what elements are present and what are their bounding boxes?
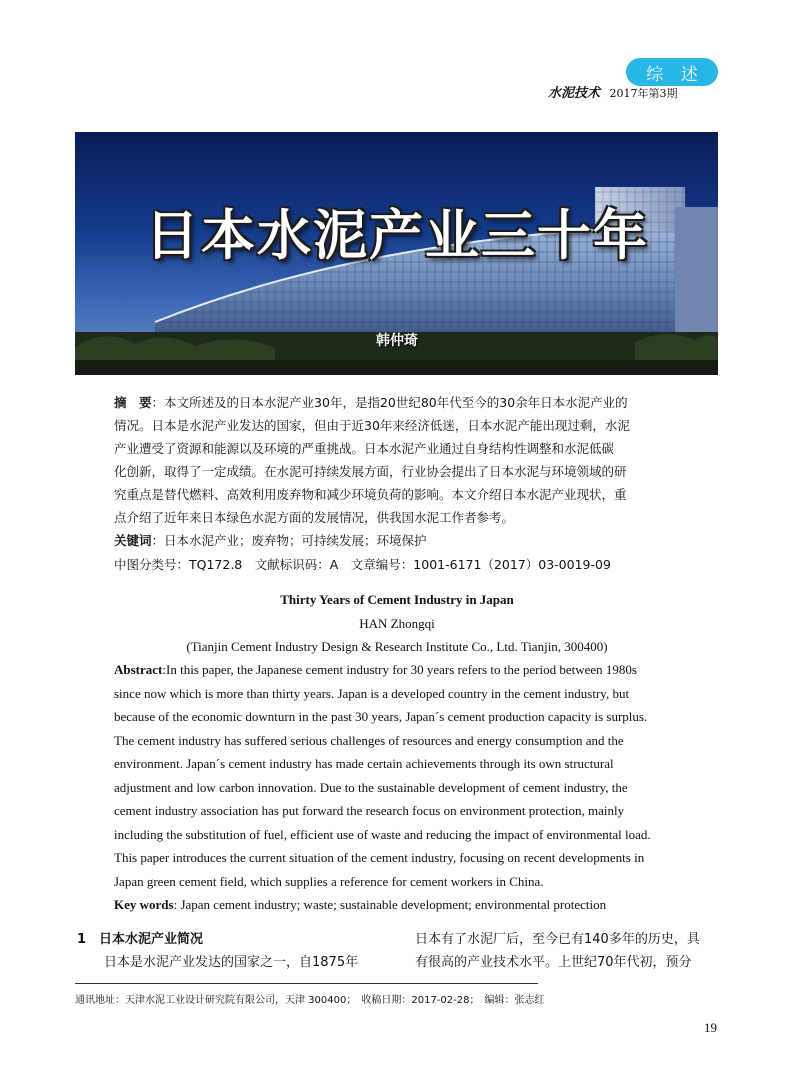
- keywords-cn: 关键词：日本水泥产业；废弃物；可持续发展；环境保护: [114, 533, 427, 548]
- journal-issue-line: [548, 82, 678, 101]
- footer-divider: [75, 983, 538, 984]
- abstract-en-line: Abstract:In this paper, the Japanese cement industry for 30 years refers to the period between 1980s: [114, 662, 637, 677]
- abstract-en-line: including the substitution of fuel, efficient use of waste and reducing the impact of environmental load.: [114, 827, 651, 842]
- section-heading: 1 日本水泥产业简况: [77, 932, 204, 947]
- abstract-cn-line: 究重点是替代燃料、高效利用废弃物和减少环境负荷的影响。本文介绍日本水泥产业现状，重: [114, 487, 627, 502]
- abstract-en-line: since now which is more than thirty years. Japan is a developed country in the cement industry, but: [114, 686, 630, 701]
- author-name: 韩仲琦: [376, 333, 418, 349]
- journal-issue: 2017年第3期: [609, 87, 678, 100]
- abstract-en-line: The cement industry has suffered serious challenges of resources and energy consumption and the: [114, 733, 624, 748]
- english-affiliation: (Tianjin Cement Industry Design & Research Institute Co., Ltd. Tianjin, 300400): [186, 639, 608, 654]
- journal-name: 水泥技术: [548, 86, 601, 101]
- abstract-en-line: because of the economic downturn in the past 30 years, Japan´s cement production capacity is surplus.: [114, 709, 648, 724]
- abstract-cn-line: 摘 要：本文所述及的日本水泥产业30年，是指20世纪80年代至今的30余年日本水泥产业的: [114, 395, 628, 410]
- abstract-en-line: cement industry association has put forward the research focus on environment protection, mainly: [114, 803, 625, 818]
- abstract-en-line: environment. Japan´s cement industry has made certain achievements through its own structural: [114, 756, 614, 771]
- article-title: 日本水泥产业三十年: [145, 204, 649, 267]
- page-number: 19: [704, 1020, 717, 1035]
- section-badge: 综 述: [626, 58, 718, 86]
- abstract-en-line: Japan green cement field, which supplies a reference for cement workers in China.: [114, 874, 544, 889]
- abstract-cn-label: 摘 要: [114, 395, 152, 410]
- abstract-cn-line: 化创新，取得了一定成绩。在水泥可持续发展方面，行业协会提出了日本水泥与环境领域的研: [114, 464, 627, 479]
- keywords-en-label: Key words: [114, 897, 174, 912]
- abstract-en-line: This paper introduces the current situation of the cement industry, focusing on recent developments in: [114, 850, 645, 865]
- classification-line: 中图分类号：TQ172.8 文献标识码：A 文章编号：1001-6171（2017）03-0019-09: [114, 557, 611, 572]
- body-paragraph-left: 日本是水泥产业发达的国家之一，自1875年: [104, 955, 359, 970]
- abstract-cn-line: 情况。日本是水泥产业发达的国家，但由于近30年来经济低迷，日本水泥产能出现过剩，水泥: [114, 418, 630, 433]
- body-paragraph-right: 有很高的产业技术水平。上世纪70年代初，预分: [415, 955, 692, 970]
- keywords-en: Key words: Japan cement industry; waste; sustainable development; environmental protection: [114, 897, 607, 912]
- abstract-cn-line: 点介绍了近年来日本绿色水泥方面的发展情况，供我国水泥工作者参考。: [114, 510, 515, 525]
- keywords-cn-label: 关键词: [114, 533, 152, 548]
- abstract-en-line: adjustment and low carbon innovation. Due to the sustainable development of cement industry, the: [114, 780, 628, 795]
- english-title: Thirty Years of Cement Industry in Japan: [280, 592, 514, 607]
- english-author: HAN Zhongqi: [359, 616, 435, 631]
- abstract-cn-line: 产业遭受了资源和能源以及环境的严重挑战。日本水泥产业通过自身结构性调整和水泥低碳: [114, 441, 615, 456]
- footer-note: 通讯地址：天津水泥工业设计研究院有限公司，天津 300400； 收稿日期：2017-02-28； 编辑：张志红: [75, 995, 545, 1006]
- abstract-en-label: Abstract: [114, 662, 163, 677]
- body-paragraph-right: 日本有了水泥厂后，至今已有140多年的历史，具: [415, 932, 700, 947]
